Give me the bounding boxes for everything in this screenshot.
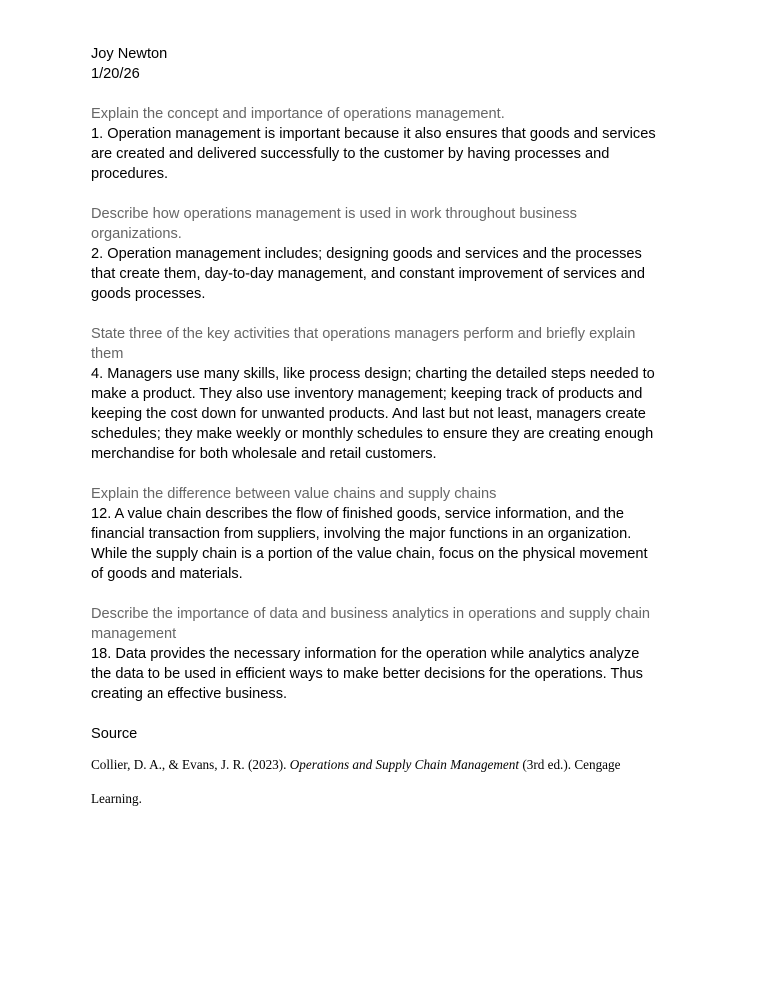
citation-authors: Collier, D. A., & Evans, J. R. (2023). <box>91 757 290 772</box>
answer-line: the data to be used in efficient ways to make better decisions for the operations. Thus <box>91 666 643 682</box>
question-line: Explain the difference between value chains and supply chains <box>91 486 497 502</box>
qa-block <box>91 324 681 464</box>
answer-text <box>91 364 681 464</box>
question-line: them <box>91 346 124 362</box>
question-prompt <box>91 104 681 124</box>
answer-line: 12. A value chain describes the flow of finished goods, service information, and the <box>91 506 624 522</box>
question-line: Explain the concept and importance of operations management. <box>91 106 505 122</box>
document-header <box>91 44 681 84</box>
question-prompt <box>91 604 681 644</box>
answer-line: 4. Managers use many skills, like process design; charting the detailed steps needed to <box>91 366 655 382</box>
answer-line: that create them, day-to-day management, and constant improvement of services and <box>91 266 646 282</box>
qa-block <box>91 484 681 584</box>
answer-line: 1. Operation management is important because it also ensures that goods and services <box>91 126 656 142</box>
source-heading: Source <box>91 726 138 742</box>
citation <box>91 748 681 816</box>
answer-line: keeping the cost down for unwanted products. And last but not least, managers create <box>91 406 646 422</box>
answer-line: creating an effective business. <box>91 686 288 702</box>
author-name: Joy Newton <box>91 46 168 62</box>
document-date: 1/20/26 <box>91 66 140 82</box>
qa-section <box>91 104 681 704</box>
answer-text <box>91 124 681 184</box>
question-line: management <box>91 626 177 642</box>
answer-line: are created and delivered successfully to the customer by having processes and <box>91 146 610 162</box>
citation-line-1 <box>91 748 681 782</box>
question-line: State three of the key activities that operations managers perform and briefly explain <box>91 326 636 342</box>
answer-line: 2. Operation management includes; designing goods and services and the processes <box>91 246 642 262</box>
document-page <box>91 44 681 816</box>
question-line: Describe how operations management is used in work throughout business <box>91 206 577 222</box>
answer-text <box>91 244 681 304</box>
question-line: organizations. <box>91 226 182 242</box>
answer-text <box>91 504 681 584</box>
answer-line: merchandise for both wholesale and retail customers. <box>91 446 437 462</box>
answer-line: goods processes. <box>91 286 206 302</box>
question-prompt <box>91 484 681 504</box>
answer-line: 18. Data provides the necessary information for the operation while analytics analyze <box>91 646 640 662</box>
answer-line: of goods and materials. <box>91 566 243 582</box>
answer-line: procedures. <box>91 166 169 182</box>
answer-text <box>91 644 681 704</box>
question-prompt <box>91 324 681 364</box>
answer-line: financial transaction from suppliers, involving the major functions in an organization. <box>91 526 632 542</box>
question-prompt <box>91 204 681 244</box>
qa-block <box>91 104 681 184</box>
answer-line: While the supply chain is a portion of the value chain, focus on the physical movement <box>91 546 648 562</box>
qa-block <box>91 204 681 304</box>
answer-line: make a product. They also use inventory management; keeping track of products and <box>91 386 643 402</box>
citation-publisher: (3rd ed.). Cengage <box>519 757 621 772</box>
question-line: Describe the importance of data and business analytics in operations and supply chain <box>91 606 650 622</box>
answer-line: schedules; they make weekly or monthly schedules to ensure they are creating enough <box>91 426 654 442</box>
citation-title: Operations and Supply Chain Management <box>289 757 520 772</box>
qa-block <box>91 604 681 704</box>
citation-line-2: Learning. <box>91 791 142 806</box>
